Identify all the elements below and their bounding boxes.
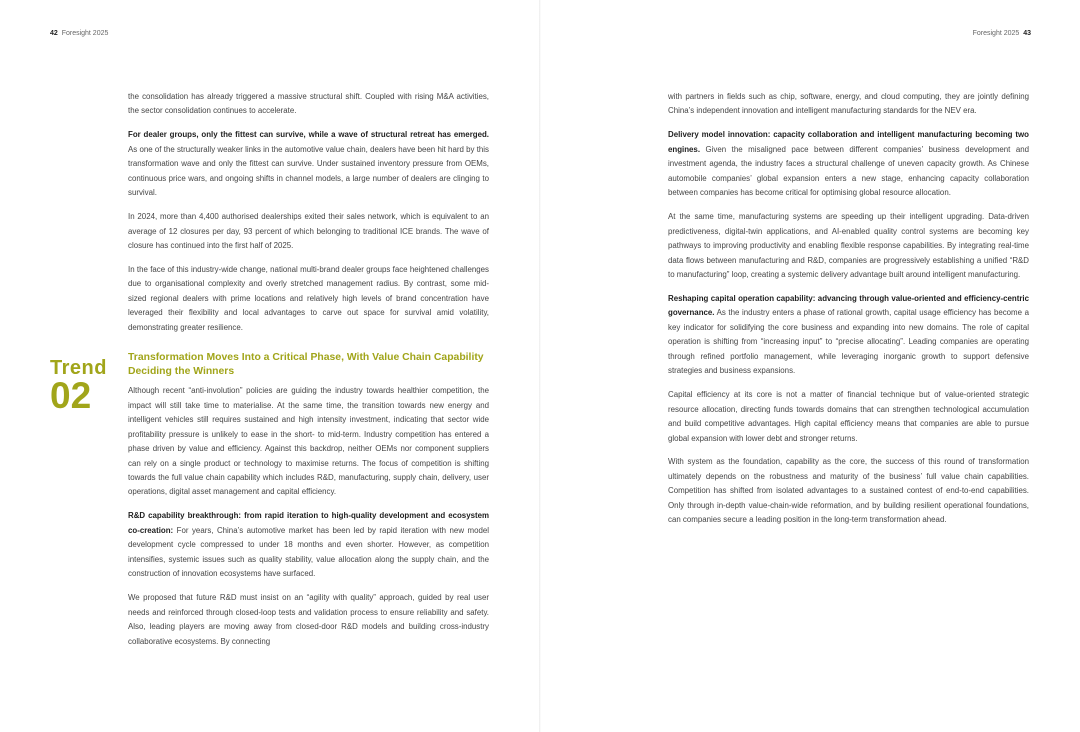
rd-capability-text: For years, China’s automotive market has been led by rapid iteration with new model development cycle compressed to under 18 months and even shorter. However, as competition intensifies, systemic issues such as quality stability, value allocation along the supply chain, and the construction of innovation ecosystems have surfaced.	[128, 525, 489, 579]
trend-paragraph-2	[128, 509, 489, 581]
delivery-model-lead: Delivery model innovation: capacity collaboration and intelligent manufacturing becoming two engines.	[668, 130, 1029, 154]
right-paragraph-6: With system as the foundation, capability as the core, the success of this round of transformation ultimately depends on the robustness and maturity of the business’ full value chain capabilities. Competition has shifted from isolated advantages to a sustained contest of end-to-end capabilities. Only through in-depth value-chain-wide reformation, and by building resilient operational foundations, can companies secure a leading position in the long-term transformation ahead.	[668, 457, 1029, 525]
trend-heading: Transformation Moves Into a Critical Phase, With Value Chain Capability Deciding the Winners	[128, 352, 484, 377]
rd-capability-lead: R&D capability breakthrough: from rapid iteration to high-quality development and ecosystem co-creation:	[128, 511, 489, 535]
dealer-groups-text: As one of the structurally weaker links in the automotive value chain, dealers have been hit hard by this transformation wave and only the fittest can survive. Under sustained inventory pressure from OEMs, continuous price wars, and ongoing shifts in channel models, a large number of dealers are clinging to survival.	[128, 144, 489, 198]
right-paragraph-1: with partners in fields such as chip, software, energy, and cloud computing, they are jointly defining China’s independent innovation and intelligent manufacturing standards for the NEV era.	[668, 92, 1029, 116]
delivery-model-text: Given the misaligned pace between different companies’ business development and investment agenda, the industry faces a structural challenge of uneven capacity growth. As Chinese automobile companies’ global expansion enters a new stage, enhancing capacity collaboration between companies has become critical for optimising global resource allocation.	[668, 144, 1029, 198]
right-paragraph-5: Capital efficiency at its core is not a matter of financial technique but of value-oriented strategic resource allocation, directing funds towards domains that can strengthen technological accumulation and build competitive advantages. High capital efficiency means that companies are able to pursue global expansion with lower debt and stronger returns.	[668, 390, 1029, 443]
trend-label: Trend	[50, 357, 107, 379]
right-page-number: 43	[1023, 30, 1031, 37]
trend-marker	[50, 357, 110, 414]
left-publication-name: Foresight 2025	[61, 30, 109, 37]
left-paragraph-3: In 2024, more than 4,400 authorised dealerships exited their sales network, which is equivalent to an average of 12 closures per day, 93 percent of which belonging to traditional ICE brands. The wave of closure has continued into the first half of 2025.	[128, 212, 489, 251]
right-paragraph-4	[668, 292, 1029, 379]
page-spread-gutter	[539, 0, 541, 732]
left-paragraph-4: In the face of this industry-wide change, national multi-brand dealer groups face heightened challenges due to organisational complexity and overly stretched management radius. By contrast, some mid-sized regional dealers with prime locations and relatively high levels of brand concentration have leveraged their flexibility and local advantages to carve out space for survival amid volatility, demonstrating greater resilience.	[128, 265, 489, 332]
left-paragraph-2	[128, 128, 489, 200]
trend-number: 02	[50, 375, 92, 416]
trend-paragraph-1: Although recent “anti-involution” policies are guiding the industry towards healthier competition, the impact will still take time to materialise. At the same time, the transition towards new energy and intelligent vehicles still requires sustained and high intensity investment, indicating that sector wide profitability pressure is unlikely to ease in the short- to mid-term. Industry competition has entered a phase driven by value and efficiency. Against this backdrop, neither OEMs nor component suppliers can rely on a single product or technology to maximise returns. The focus of competition is shifting towards the full value chain capability which includes R&D, manufacturing, supply chain, delivery, user operations, digital asset management and capital efficiency.	[128, 386, 489, 497]
trend-paragraph-3: We proposed that future R&D must insist on an “agility with quality” approach, guided by real user needs and reinforced through closed-loop tests and validation process to ensure reliability and safety. Also, leading players are moving away from closed-door R&D models and building cross-industry collaborative ecosystems. By connecting	[128, 593, 489, 646]
right-page-header	[973, 30, 1031, 37]
capital-operation-lead: Reshaping capital operation capability: advancing through value-oriented and efficiency-centric governance.	[668, 293, 1029, 318]
left-page-header	[50, 30, 108, 37]
right-page-column	[668, 90, 1029, 537]
right-paragraph-3: At the same time, manufacturing systems are speeding up their intelligent upgrading. Data-driven predictiveness, digital-twin applications, and AI-enabled quality control systems are becoming key pathways to improving productivity and enabling flexible response capabilities. By integrating real-time data flows between manufacturing and R&D, companies are progressively establishing a unified “R&D to manufacturing” loop, creating a systemic delivery advantage built around intelligent manufacturing.	[668, 212, 1029, 279]
right-paragraph-2	[668, 128, 1029, 200]
left-page-column	[128, 90, 489, 659]
right-publication-name: Foresight 2025	[972, 30, 1020, 37]
left-paragraph-1: the consolidation has already triggered a massive structural shift. Coupled with rising M&A activities, the sector consolidation continues to accelerate.	[128, 92, 489, 116]
dealer-groups-lead: For dealer groups, only the fittest can survive, while a wave of structural retreat has emerged.	[128, 130, 489, 140]
capital-operation-text: As the industry enters a phase of rational growth, capital usage efficiency has become a key indicator for solidifying the core business and expanding into new domains. The role of capital operation is shifting from “increasing input” to “precise allocating”. Leading companies are operating through refined portfolio management, while leveraging inorganic growth to support defensive strategies and business expansions.	[668, 308, 1029, 376]
left-page-number: 42	[50, 30, 58, 37]
